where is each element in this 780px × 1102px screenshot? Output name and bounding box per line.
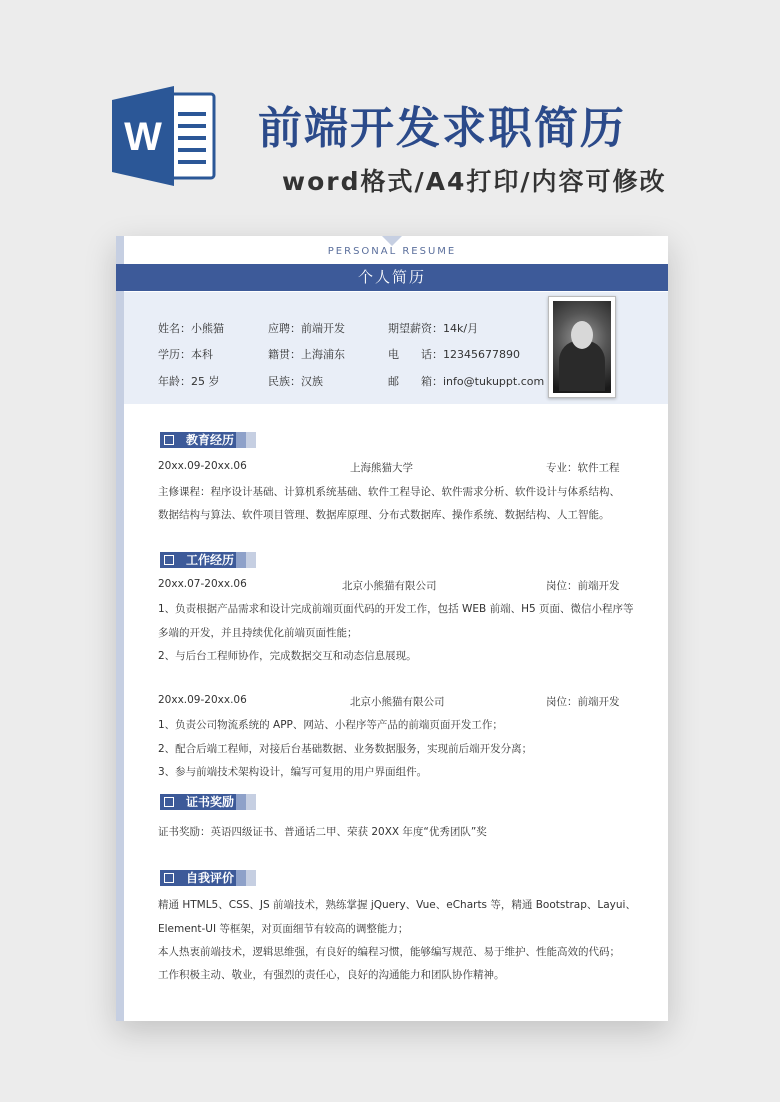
section-header-self — [160, 870, 256, 886]
job-line: 3、参与前端技术架构设计，编写可复用的用户界面组件。 — [158, 766, 428, 778]
resume-title-band: 个人简历 — [116, 264, 668, 291]
job-position: 岗位：前端开发 — [546, 696, 620, 708]
section-label: 工作经历 — [186, 553, 235, 567]
edu-line: 数据结构与算法、软件项目管理、数据库原理、分布式数据库、操作系统、数据结构、人工智能。 — [158, 509, 610, 521]
self-line: 本人热衷前端技术，逻辑思维强，有良好的编程习惯，能够编写规范、易于维护、性能高效的代码； — [158, 946, 620, 958]
section-label: 教育经历 — [186, 433, 235, 447]
main-title: 前端开发求职简历 — [258, 103, 626, 154]
info-age: 年龄：25 岁 — [158, 375, 220, 388]
english-title: PERSONAL RESUME — [327, 246, 457, 257]
job-company: 北京小熊猫有限公司 — [342, 580, 437, 592]
section-header-education — [160, 432, 256, 448]
word-logo-letter: W — [124, 115, 162, 159]
edu-school: 上海熊猫大学 — [350, 462, 413, 474]
edu-line: 主修课程：程序设计基础、计算机系统基础、软件工程导论、软件需求分析、软件设计与体系结构、 — [158, 486, 620, 498]
title-notch — [382, 236, 402, 246]
info-native: 籍贯：上海浦东 — [268, 348, 345, 361]
job-line: 1、负责公司物流系统的 APP、网站、小程序等产品的前端页面开发工作； — [158, 719, 503, 731]
pencil-icon — [164, 555, 174, 565]
section-header-awards — [160, 794, 256, 810]
info-salary: 期望薪资：14k/月 — [388, 322, 479, 335]
job-date: 20xx.07-20xx.06 — [158, 578, 247, 590]
edu-date: 20xx.09-20xx.06 — [158, 460, 247, 472]
job-position: 岗位：前端开发 — [546, 580, 620, 592]
job-line: 多端的开发，并且持续优化前端页面性能； — [158, 627, 358, 639]
education-icon — [164, 435, 174, 445]
section-label: 自我评价 — [186, 871, 235, 885]
info-apply: 应聘：前端开发 — [268, 322, 345, 335]
resume-page — [116, 236, 668, 1021]
job-line: 1、负责根据产品需求和设计完成前端页面代码的开发工作，包括 WEB 前端、H5 页面、微信小程序等 — [158, 603, 634, 615]
job-line: 2、与后台工程师协作，完成数据交互和动态信息展现。 — [158, 650, 417, 662]
left-accent-bar — [116, 236, 124, 1021]
certificate-icon — [164, 797, 174, 807]
info-education: 学历：本科 — [158, 348, 213, 361]
profile-photo — [548, 296, 616, 398]
info-name: 姓名：小熊猫 — [158, 322, 224, 335]
edu-major: 专业：软件工程 — [546, 462, 620, 474]
self-line: 精通 HTML5、CSS、JS 前端技术，熟练掌握 jQuery、Vue、eCharts 等，精通 Bootstrap、Layui、 — [158, 899, 636, 911]
section-label: 证书奖励 — [186, 795, 235, 809]
word-document-icon — [112, 84, 220, 188]
info-nation: 民族：汉族 — [268, 375, 323, 388]
info-phone: 电 话：12345677890 — [388, 348, 520, 361]
info-email: 邮 箱：info@tukuppt.com — [388, 375, 545, 388]
evaluation-icon — [164, 873, 174, 883]
section-header-work — [160, 552, 256, 568]
job-company: 北京小熊猫有限公司 — [350, 696, 445, 708]
self-line: 工作积极主动、敬业，有强烈的责任心，良好的沟通能力和团队协作精神。 — [158, 969, 505, 981]
job-line: 2、配合后端工程师，对接后台基础数据、业务数据服务，实现前后端开发分离； — [158, 743, 533, 755]
job-date: 20xx.09-20xx.06 — [158, 694, 247, 706]
self-line: Element-UI 等框架，对页面细节有较高的调整能力； — [158, 923, 409, 935]
awards-line: 证书奖励：英语四级证书、普通话二甲、荣获 20XX 年度“优秀团队”奖 — [158, 826, 487, 838]
sub-title: word格式/A4打印/内容可修改 — [282, 167, 667, 196]
